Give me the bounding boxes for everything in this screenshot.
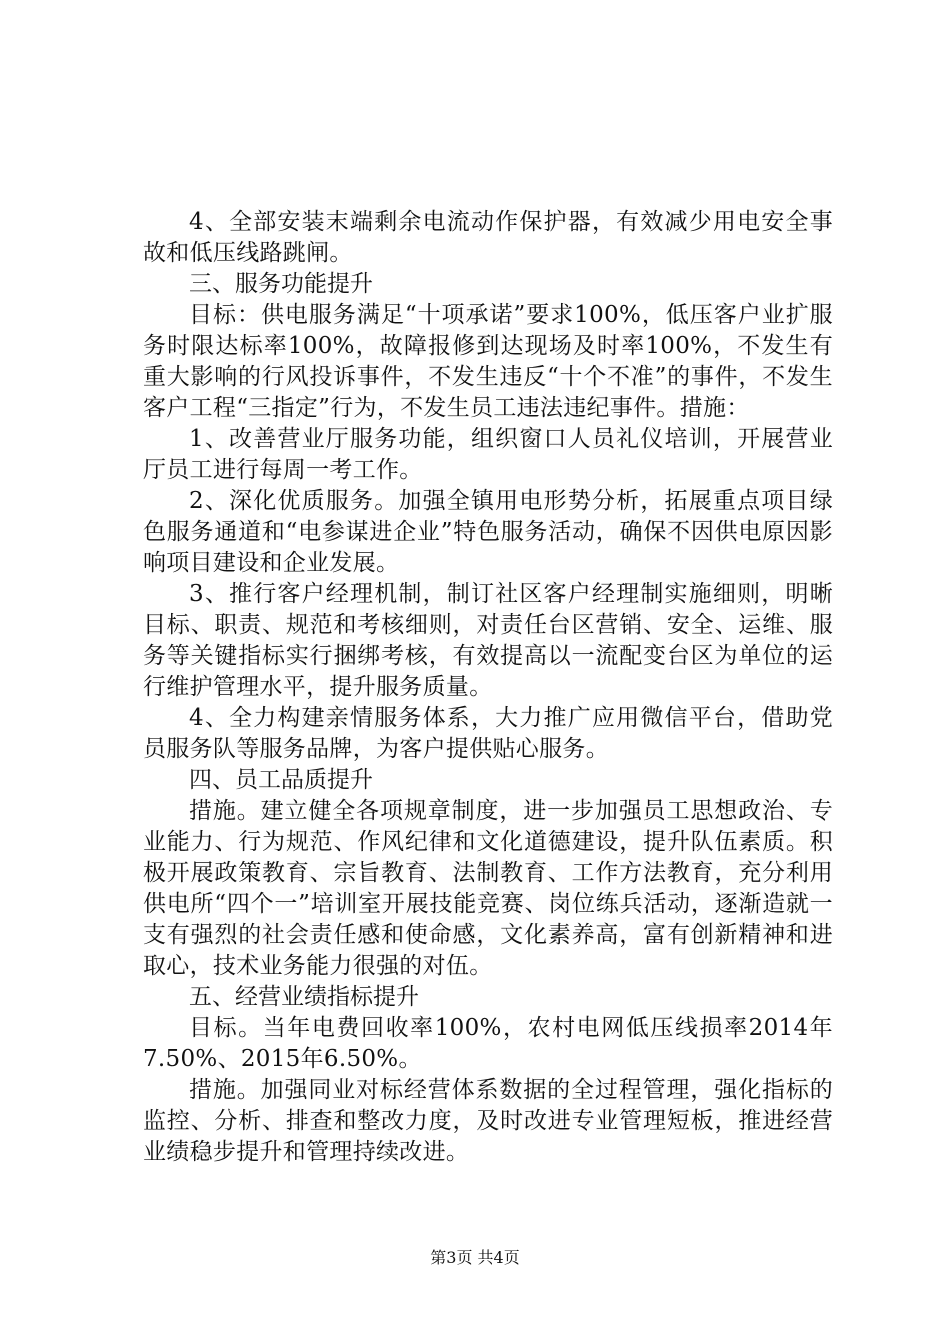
paragraph-measure-2: 2、深化优质服务。加强全镇用电形势分析，拓展重点项目绿色服务通道和“电参谋进企业”特色服务活动，确保不因供电原因影响项目建设和企业发展。 [143, 488, 833, 576]
document-body [143, 207, 833, 1168]
paragraph-item-4-rcd: 4、全部安装末端剩余电流动作保护器，有效减少用电安全事故和低压线路跳闸。 [143, 209, 833, 266]
paragraph-performance-goal: 目标。当年电费回收率100%，农村电网低压线损率2014年7.50%、2015年6.50%。 [143, 1015, 833, 1072]
paragraph-measure-3: 3、推行客户经理机制，制订社区客户经理制实施细则，明晰目标、职责、规范和考核细则，对责任台区营销、安全、运维、服务等关键指标实行捆绑考核，有效提高以一流配变台区为单位的运行维护管理水平，提升服务质量。 [143, 581, 833, 700]
section-heading-performance: 五、经营业绩指标提升 [189, 984, 419, 1010]
paragraph-performance-measures: 措施。加强同业对标经营体系数据的全过程管理，强化指标的监控、分析、排查和整改力度，及时改进专业管理短板，推进经营业绩稳步提升和管理持续改进。 [143, 1077, 833, 1165]
paragraph-service-goal: 目标：供电服务满足“十项承诺”要求100%，低压客户业扩服务时限达标率100%，故障报修到达现场及时率100%，不发生有重大影响的行风投诉事件，不发生违反“十个不准”的事件，不发生客户工程“三指定”行为，不发生员工违法违纪事件。措施： [143, 302, 833, 421]
section-heading-service: 三、服务功能提升 [189, 271, 373, 297]
section-heading-staff: 四、员工品质提升 [189, 767, 373, 793]
paragraph-measure-1: 1、改善营业厅服务功能，组织窗口人员礼仪培训，开展营业厅员工进行每周一考工作。 [143, 426, 833, 483]
page-number-footer: 第3页 共4页 [430, 1248, 520, 1267]
paragraph-staff-measures: 措施。建立健全各项规章制度，进一步加强员工思想政治、专业能力、行为规范、作风纪律和文化道德建设，提升队伍素质。积极开展政策教育、宗旨教育、法制教育、工作方法教育，充分利用供电所“四个一”培训室开展技能竞赛、岗位练兵活动，逐渐造就一支有强烈的社会责任感和使命感，文化素养高，富有创新精神和进取心，技术业务能力很强的对伍。 [143, 798, 833, 979]
paragraph-measure-4: 4、全力构建亲情服务体系，大力推广应用微信平台，借助党员服务队等服务品牌，为客户提供贴心服务。 [143, 705, 833, 762]
